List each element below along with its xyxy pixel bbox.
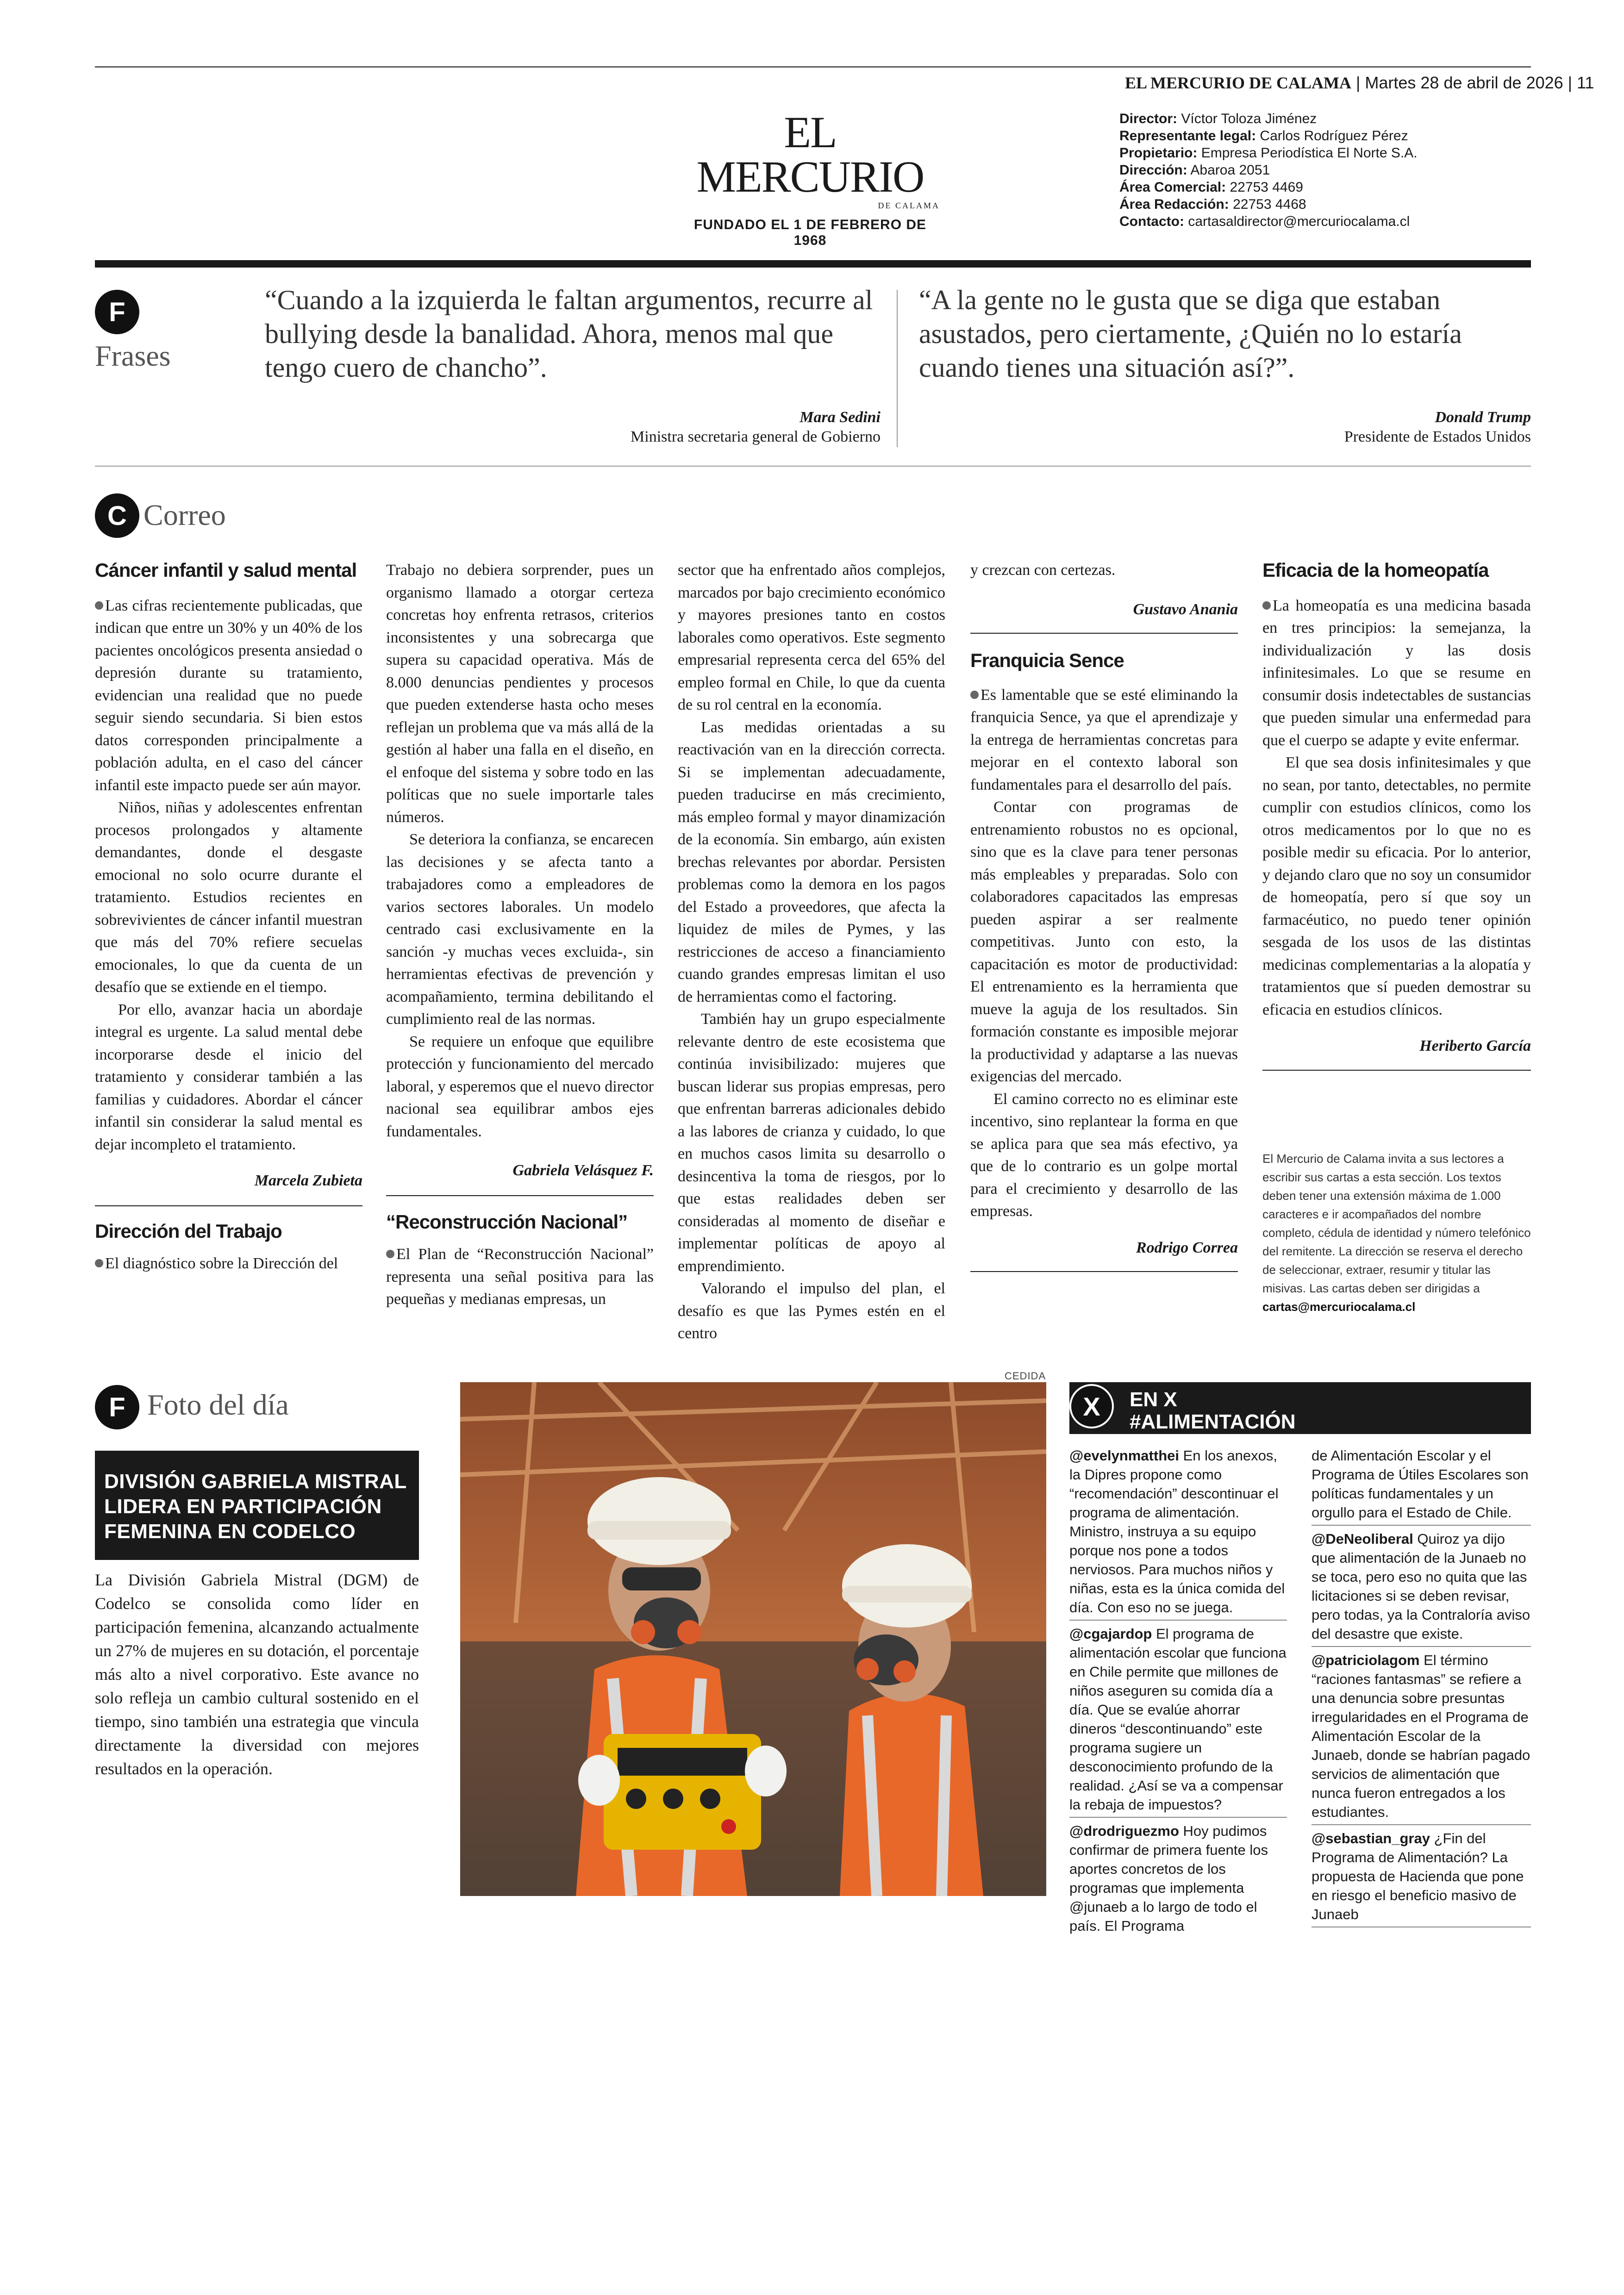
staff-line: Director: Víctor Toloza Jiménez [1119, 111, 1317, 126]
quote-text: “A la gente no le gusta que se diga que estaban asustados, pero ciertamente, ¿Quién no lo estaría cuando tienes una situación así?”. [919, 285, 1462, 383]
letter-divider [386, 1195, 654, 1196]
letter-paragraph: Trabajo no debiera sorprender, pues un organismo llamado a otorgar certeza concretas hoy enfrenta retrasos, criterios inconsistentes y una sobrecarga que supera su capacidad operativa. Más de 8.000 denuncias pendientes y procesos que pueden extenderse hasta ocho meses reflejan un problema que va más allá de la gestión al haber una falla en el diseño, en el enfoque del sistema y sobre todo en las políticas que no suele importarle tales números. [386, 561, 654, 826]
foto-headline-box: DIVISIÓN GABRIELA MISTRAL LIDERA EN PARTICIPACIÓN FEMENINA EN CODELCO [95, 1451, 419, 1560]
masthead-logo [681, 107, 940, 249]
bullet-icon [970, 691, 979, 699]
staff-line: Área Redacción: 22753 4468 [1119, 197, 1306, 212]
quote-author: Donald Trump [1435, 409, 1531, 426]
frases-label: Frases [95, 339, 171, 372]
quote-author: Mara Sedini [800, 409, 881, 426]
tweet: @sebastian_gray ¿Fin del Programa de Alimentación? La propuesta de Hacienda que pone en riesgo el beneficio masivo de Junaeb [1312, 1830, 1524, 1922]
quote-2 [919, 283, 1531, 446]
bullet-icon [95, 601, 103, 610]
x-title-1: EN X [1130, 1388, 1177, 1411]
letter-divider [970, 633, 1238, 634]
bullet-icon [386, 1250, 394, 1258]
tweets-right-column [1312, 1446, 1531, 1931]
staff-line: Dirección: Abaroa 2051 [1119, 162, 1270, 178]
letter-paragraph: El diagnóstico sobre la Dirección del [95, 1253, 362, 1275]
worker-right [840, 1544, 983, 1896]
bullet-icon [1262, 601, 1271, 610]
brand-subtitle: DE CALAMA [878, 201, 940, 210]
letter-headline: Eficacia de la homeopatía [1262, 559, 1489, 581]
foto-caption: La División Gabriela Mistral (DGM) de Codelco se consolida como líder en participación femenina, alcanzando actualmente un 27% de mujeres en su dotación, el porcentaje más alto a nivel corporativo. Este avance no solo refleja un cambio cultural sostenido en el tiempo, sino también una estrategia que vincula directamente la diversidad con mejores resultados en la operación. [95, 1571, 419, 1778]
founded-line: FUNDADO EL 1 DE FEBRERO DE 1968 [693, 217, 927, 248]
frases-badge: F [95, 290, 139, 334]
letter-headline: “Reconstrucción Nacional” [386, 1210, 628, 1233]
tweet: @DeNeoliberal Quiroz ya dijo que alimentación de la Junaeb no se toca, pero eso no quita que las licitaciones si se deben revisar, pero todas, ya la Contraloría aviso del desastre que existe. [1312, 1531, 1530, 1642]
staff-box [1119, 110, 1418, 230]
letter-paragraph: Es lamentable que se esté eliminando la franquicia Sence, ya que el aprendizaje y la entrega de herramientas concretas para mejorar en el contexto laboral son fundamentales para el desarrollo del país. [970, 686, 1238, 793]
tweet-divider [1069, 1817, 1287, 1818]
tweet-divider [1312, 1646, 1531, 1647]
letter-divider [95, 1205, 362, 1206]
letters-policy-note: El Mercurio de Calama invita a sus lectores a escribir sus cartas a esta sección. Los textos deben tener una extensión máxima de 1.000 caracteres e ir acompañados del nombre completo, cédula de identidad y número telefónico del remitente. La dirección se reserva el derecho de seleccionar, extraer, resumir y titular las misivas. Las cartas deben ser dirigidas a cartas@mercuriocalama.cl [1262, 1151, 1531, 1314]
tweet-divider [1069, 1620, 1287, 1621]
letter-signature: Rodrigo Correa [1136, 1239, 1238, 1256]
tweet-divider [1312, 1525, 1531, 1526]
tweet: @evelynmatthei En los anexos, la Dipres propone como “recomendación” descontinuar el programa de alimentación. Ministro, instruya a su equipo porque nos pone a todos nerviosos. Para muchos niños y niñas, esta es la única comida del día. Con eso no se juega. [1069, 1447, 1285, 1615]
letter-paragraph: También hay un grupo especialmente relevante dentro de este ecosistema que continúa invisibilizado: mujeres que buscan liderar sus propias empresas, pero que enfrentan barreras adicionales debido a las labores de crianza y cuidado, lo que en muchos casos limita su desarrollo o desincentiva la toma de riesgos, por lo que estas realidades deben ser consideradas al momento de diseñar e implementar políticas de apoyo al emprendimiento. [678, 1010, 945, 1275]
tweet-handle[interactable]: @evelynmatthei [1069, 1447, 1179, 1464]
letter-column-5 [1262, 559, 1531, 1316]
brand-name: EL MERCURIO [696, 107, 924, 201]
correo-badge: C [95, 493, 139, 538]
letters-email[interactable]: cartas@mercuriocalama.cl [1262, 1299, 1416, 1314]
x-section-header [1069, 1382, 1531, 1434]
quote-role: Ministra secretaria general de Gobierno [631, 428, 881, 445]
letter-paragraph: Las cifras recientemente publicadas, que indican que entre un 30% y un 40% de los pacientes oncológicos presenta ansiedad o depresión durante su tratamiento, evidencian una realidad que no puede seguir siendo secundaria. Si bien estos datos corresponden principalmente a población adulta, en el caso del cáncer infantil este impacto puede ser aún mayor. [95, 597, 362, 794]
photo-of-the-day [460, 1382, 1046, 1896]
quote-role: Presidente de Estados Unidos [1344, 428, 1531, 445]
tweet: @drodriguezmo Hoy pudimos confirmar de primera fuente los aportes concretos de los programas que implementa @junaeb a lo largo de todo el país. El Programa [1069, 1823, 1268, 1934]
tweet-handle[interactable]: @cgajardop [1069, 1626, 1152, 1642]
letter-headline: Cáncer infantil y salud mental [95, 559, 357, 581]
tweet: @patriciolagom El término “raciones fantasmas” se refiere a una denuncia sobre presuntas irregularidades en el Programa de Alimentación Escolar de la Junaeb, donde se habrían pagado servicios de alimentación que nunca fueron entregados a los estudiantes. [1312, 1652, 1530, 1820]
x-logo-icon: X [1069, 1384, 1114, 1428]
staff-line: Representante legal: Carlos Rodríguez Pérez [1119, 128, 1408, 143]
letter-paragraph: Las medidas orientadas a su reactivación van en la dirección correcta. Si se implementan adecuadamente, pueden traducirse en más crecimiento, más empleo formal y mayor dinamización de la economía. Sin embargo, aún existen brechas relevantes por abordar. Persisten problemas como la demora en los pagos del Estado a proveedores, que afecta la liquidez de miles de Pymes, y las restricciones de acceso a financiamiento cuando grandes empresas limitan el uso de herramientas como el factoring. [678, 718, 945, 1005]
letter-paragraph: El Plan de “Reconstrucción Nacional” representa una señal positiva para las pequeñas y medianas empresas, un [386, 1246, 654, 1308]
letter-signature: Marcela Zubieta [254, 1172, 362, 1189]
letter-paragraph: Niños, niñas y adolescentes enfrentan procesos prolongados y altamente demandantes, donde el desgaste emocional no solo ocurre durante el tratamiento. Estudios recientes en sobrevivientes de cáncer infantil muestran que más del 70% refiere secuelas emocionales, lo que da cuenta de un desafío que se extiende en el tiempo. [95, 799, 362, 996]
frases-bottom-rule [95, 466, 1531, 467]
tweet-continued: de Alimentación Escolar y el Programa de Útiles Escolares son políticas fundamentales y un orgullo para el Estado de Chile. [1312, 1447, 1529, 1521]
letter-paragraph: Se requiere un enfoque que equilibre protección y funcionamiento del mercado laboral, y esperemos que el nuevo director nacional sea equilibrar ambos ejes fundamentales. [386, 1033, 654, 1140]
letter-paragraph: Se deteriora la confianza, se encarecen las decisiones y se afecta tanto a trabajadores como a empleadores de varios sectores laborales. Un modelo centrado casi exclusivamente en la sanción -y muchas veces excluida-, sin herramientas efectivas de prevención y acompañamiento, termina debilitando el cumplimiento real de las normas. [386, 831, 654, 1028]
tweet: @cgajardop El programa de alimentación escolar que funciona en Chile permite que millones de niños aseguren su comida día a día. Que se evalúe ahorrar dineros “descontinuando” este programa sugiere un desconocimiento profundo de la realidad. ¿Así se va a compensar la rebaja de impuestos? [1069, 1626, 1287, 1813]
letter-headline: Franquicia Sence [970, 649, 1124, 671]
photo-credit: CEDIDA [1005, 1370, 1046, 1382]
letter-paragraph: La homeopatía es una medicina basada en tres principios: la semejanza, la individualización y las dosis infinitesimales. Lo que se resume en consumir dosis indetectables de sustancias que pueden simular una enfermedad para que el cuerpo se adapte y evite enfermar. [1262, 597, 1531, 749]
letter-paragraph: El camino correcto no es eliminar este incentivo, sino replantear la forma en que se aplica para que sea más efectivo, ya que de lo contrario es un golpe mortal para el crecimiento y desarrollo de las empresas. [970, 1090, 1238, 1220]
letter-signature: Gabriela Velásquez F. [512, 1162, 654, 1179]
top-rule [95, 66, 1531, 68]
correo-label: Correo [144, 499, 226, 531]
letter-paragraph: Valorando el impulso del plan, el desafío es que las Pymes estén en el centro [678, 1280, 945, 1342]
staff-line: Área Comercial: 22753 4469 [1119, 180, 1303, 195]
letter-signature: Heriberto García [1419, 1037, 1531, 1054]
remote-controller [578, 1734, 787, 1850]
staff-line: Propietario: Empresa Periodística El Norte S.A. [1119, 145, 1418, 161]
letter-paragraph: El que sea dosis infinitesimales y que no sean, por tanto, detectables, no permite cumplir con estudios clínicos, como los otros medicamentos por lo que no es posible medir su eficacia. Por lo anterior, y dejando claro que no soy un consumidor de homeopatía, pero sí que soy un farmacéutico, no puedo tener opinión sesgada de los usos de las distintas medicinas complementarias a la alopatía y tratamientos que sí pueden demostrar su eficacia en estudios clínicos. [1262, 754, 1531, 1018]
tweets-left-column [1069, 1446, 1287, 1935]
bullet-icon [95, 1259, 103, 1267]
letter-column-1 [95, 559, 362, 1275]
letter-divider [1262, 1070, 1531, 1071]
quote-text: “Cuando a la izquierda le faltan argumentos, recurre al bullying desde la banalidad. Ahora, menos mal que tengo cuero de chancho”. [265, 285, 873, 383]
quote-divider [897, 290, 898, 447]
tweet-handle[interactable]: @sebastian_gray [1312, 1830, 1430, 1846]
letter-headline: Dirección del Trabajo [95, 1220, 282, 1242]
letter-signature: Gustavo Anania [1133, 600, 1238, 618]
letter-column-3 [678, 559, 945, 1345]
masthead-thick-rule [95, 260, 1531, 268]
letter-column-4 [970, 559, 1238, 1272]
letter-column-2 [386, 559, 654, 1311]
staff-line: Contacto: cartasaldirector@mercuriocalama.cl [1119, 214, 1410, 229]
letter-divider [970, 1271, 1238, 1272]
dateline: EL MERCURIO DE CALAMA | Martes 28 de abril de 2026 | 11 [1125, 73, 1594, 92]
letter-paragraph: Contar con programas de entrenamiento robustos no es opcional, sino que es la clave para tener personas más empleables y preparadas. Solo con colaboradores capacitados las empresas pueden aspirar a ser realmente competitivas. Junto con esto, la capacitación es motor de productividad: El entrenamiento es la herramienta que mueve la aguja de los resultados. Sin formación constante es imposible mejorar la productividad y adaptarse a las nuevas exigencias del mercado. [970, 798, 1238, 1085]
tweet-handle[interactable]: @DeNeoliberal [1312, 1531, 1413, 1547]
letter-paragraph: Por ello, avanzar hacia un abordaje integral es urgente. La salud mental debe incorporarse desde el inicio del tratamiento y considerar también a las familias y cuidadores. Abordar el cáncer infantil sin considerar la salud mental es dejar incompleto el tratamiento. [95, 1001, 362, 1153]
foto-label: Foto del día [147, 1388, 289, 1421]
foto-badge: F [95, 1385, 139, 1429]
tweet-handle[interactable]: @patriciolagom [1312, 1652, 1420, 1668]
quote-1 [265, 283, 881, 446]
workers-photo-illustration [460, 1382, 1046, 1896]
tweet-handle[interactable]: @drodriguezmo [1069, 1823, 1179, 1839]
tweet-divider [1312, 1824, 1531, 1825]
letter-paragraph: sector que ha enfrentado años complejos, marcados por bajo crecimiento económico y mayores presiones tanto en costos laborales como operativos. Este segmento empresarial representa cerca del 65% del empleo formal en Chile, lo que da cuenta de su rol central en la economía. [678, 561, 945, 713]
letter-paragraph: y crezcan con certezas. [970, 561, 1116, 579]
x-title-2: #ALIMENTACIÓN [1130, 1410, 1296, 1433]
